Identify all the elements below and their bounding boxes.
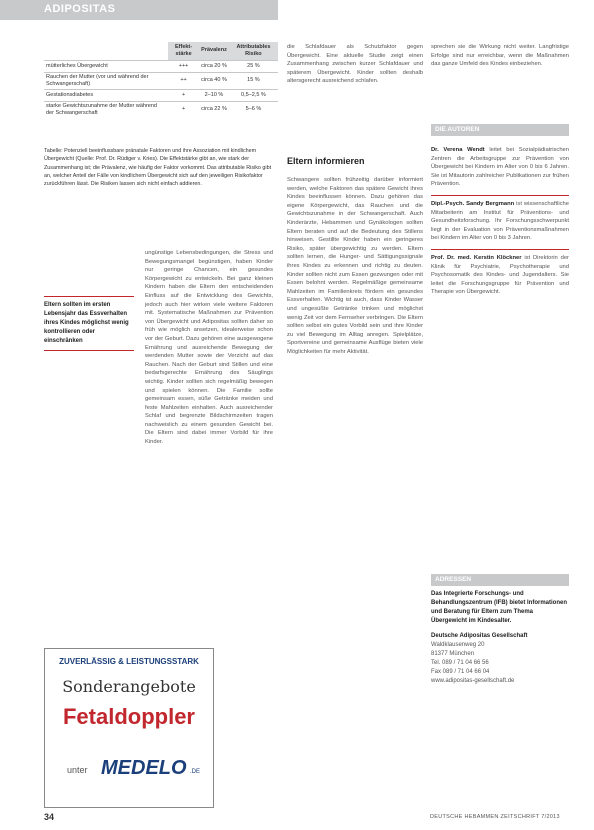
author-entry: Prof. Dr. med. Kerstin Klöckner ist Direktorin der Klinik für Psychiatrie, Psychotherapie und Psychosomatik des Kindes- und Jugendalters. Sie leitet die Forschungsgruppe für Prävention und Therapie von Übergewicht. [431, 254, 569, 296]
ad-tagline: ZUVERLÄSSIG & LEISTUNGSSTARK [59, 657, 199, 666]
address-intro: Das Integrierte Forschungs- und Behandlungszentrum (IFB) bietet Informationen und Beratung für Eltern zum Thema Übergewicht im Kindesalter. [431, 591, 567, 624]
divider [431, 249, 569, 250]
risk-table [44, 42, 278, 118]
address-line: Waldklausenweg 20 [431, 642, 485, 648]
address-box [431, 590, 569, 686]
author-entry: Dr. Verena Wendt leitet bei Sozialpädiatrischen Zentren die Arbeitsgruppe zur Prävention von Übergewicht bei Kindern im Alter von 0 bis 6 Jahren. Sie ist Mitautorin zahlreicher Publikationen zur frühen Prävention. [431, 147, 569, 188]
issue-footer: DEUTSCHE HEBAMMEN ZEITSCHRIFT 7/2013 [430, 814, 560, 820]
pull-quote: Eltern sollten im ersten Lebensjahr das Essverhalten ihres Kindes möglichst wenig kontrollieren oder einschränken [44, 296, 134, 351]
table-row: mütterliches Übergewicht +++ circa 20 % 25 % [44, 60, 278, 72]
col-header-effect: Effekt-stärke [168, 42, 199, 60]
advertisement[interactable] [44, 648, 214, 808]
table-row: Gestationsdiabetes + 2–10 % 0,5–2,5 % [44, 89, 278, 101]
section-title: ADIPOSITAS [44, 3, 116, 15]
address-line: Tel. 089 / 71 04 66 56 [431, 660, 489, 666]
address-line: 81377 München [431, 651, 475, 657]
ad-offer: Sonderangebote [62, 677, 196, 696]
authors-box [431, 146, 569, 303]
page-number: 34 [44, 812, 55, 822]
divider [431, 195, 569, 196]
address-link[interactable]: www.adipositas-gesellschaft.de [431, 678, 515, 684]
article-column-1: ungünstige Lebensbedingungen, die Stress und Bewegungsmangel begünstigen, haben Kinder nur geringe Chancen, ein gesundes Körpergewicht zu entwickeln. Bei ganz kleinen Kindern haben die Eltern den entscheidenden Einfluss auf die Entwicklung des Gewichts, jedoch auch hier wirken viele weitere Faktoren mit. Systematische Maßnahmen zur Prävention von Übergewicht und Adipositas sollten daher so früh wie möglich ansetzen, idealerweise schon vor der Geburt. Dazu gehören eine ausgewogene Ernährung und ausreichende Bewegung der werdenden Mutter sowie der Verzicht auf das Rauchen. Nach der Geburt sind Stillen und eine bedarfsgerechte Ernährung des Säuglings wichtig. Kinder sollten sich regelmäßig bewegen und spielen können. Die Familie sollte gemeinsam essen, süße Getränke meiden und feste Mahlzeiten einhalten. Auch ausreichender Schlaf und begrenzte Bildschirmzeiten tragen nachweislich zu einem gesunden Gewicht bei. Die Eltern sind dabei immer Vorbild für ihre Kinder. [145, 250, 273, 446]
address-bar: ADRESSEN [431, 574, 569, 586]
col-header-risk: Attributables Risiko [229, 42, 278, 60]
article-column-3-top: sprechen sie die Wirkung nicht weiter. Langfristige Erfolge sind nur erreichbar, wenn die Maßnahmen das ganze Umfeld des Kindes einbeziehen. [431, 44, 569, 68]
col-header-prevalence: Prävalenz [199, 42, 229, 60]
author-entry: Dipl.-Psych. Sandy Bergmann ist wissenschaftliche Mitarbeiterin am Institut für Präventions- und Gesundheitsforschung. Ihr Forschungsschwerpunkt liegt in der Evaluation von Präventionsmaßnahmen bei Kindern im Alter von 0 bis 3 Jahren. [431, 200, 570, 242]
section-heading: Eltern informieren [287, 156, 365, 166]
table-caption: Tabelle: Potenziell beeinflussbare pränatale Faktoren und ihre Assoziation mit kindlichem Übergewicht (Quelle: Prof. Dr. Rüdiger v. Kries). Die Effektstärke gibt an, wie stark der Zusammenhang ist; die Prävalenz, wie häufig der Faktor vorkommt. Das attributable Risiko gibt an, welcher Anteil der Fälle von kindlichem Übergewicht sich auf den jeweiligen Risikofaktor zurückführen lässt. Die Risiken lassen sich nicht einfach addieren. [44, 148, 272, 188]
table-row: Rauchen der Mutter (vor und während der Schwangerschaft) ++ circa 40 % 15 % [44, 72, 278, 89]
article-column-2-top: die Schlafdauer als Schutzfaktor gegen Übergewicht. Eine aktuelle Studie zeigt einen Zusammenhang zwischen kurzer Schlafdauer und späterem Übergewicht. Kinder sollten deshalb altersgerecht ausreichend schlafen. [287, 44, 423, 85]
article-column-2-body: Schwangere sollten frühzeitig darüber informiert werden, welche Faktoren das spätere Gewicht ihres Kindes beeinflussen können. Dazu gehören das eigene Körpergewicht, das Rauchen und die Gewichtszunahme in der Schwangerschaft. Auch Kinderärzte, Hebammen und Gynäkologen sollten Eltern beraten und auf die Bedeutung des Stillens hinweisen. Gestillte Kinder haben ein geringeres Risiko, später übergewichtig zu werden. Eltern sollten lernen, die Hunger- und Sättigungssignale ihres Kindes zu erkennen und richtig zu deuten. Kinder sollten nicht zum Essen gezwungen oder mit Essen belohnt werden. Regelmäßige gemeinsame Mahlzeiten im Familienkreis fördern ein gesundes Essverhalten. Wichtig ist auch, dass Kinder Wasser und ungesüßte Getränke trinken und möglichst wenig Zeit vor dem Fernseher verbringen. Die Eltern sollten selbst ein gutes Vorbild sein und ihre Kinder zu viel Bewegung im Alltag anregen. Spielplätze, Sportvereine und gemeinsame Ausflüge bieten viele Möglichkeiten für mehr Aktivität. [287, 177, 423, 355]
table-row: starke Gewichtszunahme der Mutter während der Schwangerschaft + circa 22 % 5–6 % [44, 101, 278, 118]
address-org: Deutsche Adipositas Gesellschaft [431, 633, 528, 639]
ad-under: unter [67, 765, 88, 775]
section-header [0, 0, 278, 20]
authors-bar: DIE AUTOREN [431, 124, 569, 136]
address-line: Fax 089 / 71 04 66 04 [431, 669, 490, 675]
ad-tld: .DE [190, 769, 201, 775]
ad-product: Fetaldoppler [62, 704, 195, 729]
ad-brand-logo: MEDELO [101, 757, 187, 779]
